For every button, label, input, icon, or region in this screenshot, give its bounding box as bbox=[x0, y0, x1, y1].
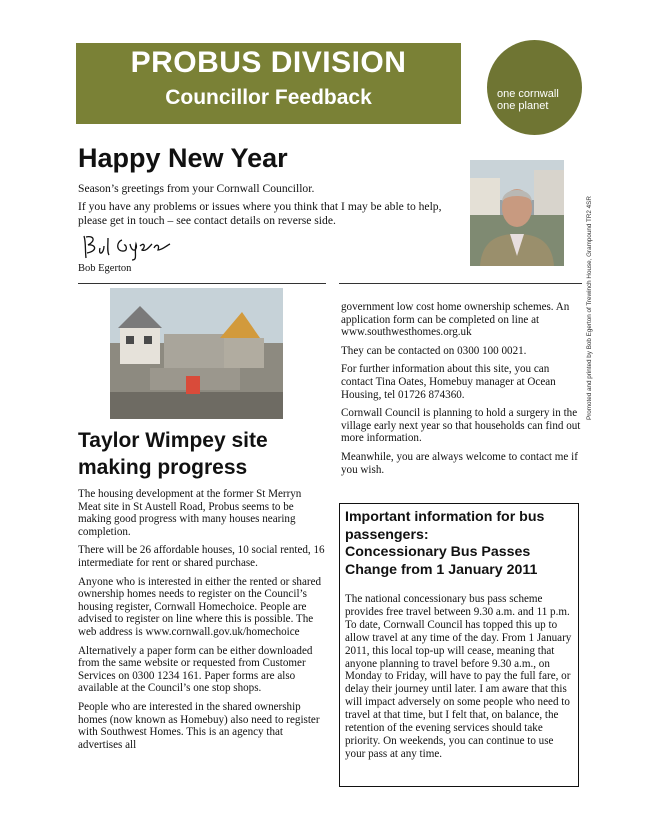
councillor-photo bbox=[470, 160, 564, 266]
article-paragraph: The housing development at the former St Merryn Meat site in St Austell Road, Probus seems to be making good progress with many houses nearing completion. bbox=[78, 488, 302, 538]
article-paragraph: There will be 26 affordable houses, 10 social rented, 16 intermediate for rent or shared purchase. bbox=[78, 544, 325, 569]
article-left-column bbox=[78, 488, 326, 757]
bus-pass-heading bbox=[345, 509, 575, 579]
greeting-paragraph: If you have any problems or issues where you think that I may be able to help, please get in touch – see contact details on reverse side. bbox=[78, 200, 442, 227]
housing-site-photo bbox=[110, 288, 283, 419]
bus-pass-body: The national concessionary bus pass scheme provides free travel between 9.30 a.m. and 11 p.m. To date, Cornwall Council has topped this up to allow travel at any time of the day. From 1 January 2011, this local top-up will cease, meaning that anyone planning to travel before 9.30 a.m., on Monday to Friday, will have to pay the full fare, or delay their journey until later. I am aware that this will impact adversely on some people who need to travel at that time, but I felt that, on balance, the retention of the evening services should take priority. On weekends, you can continue to use your pass at any time. bbox=[345, 593, 572, 760]
article-paragraph: government low cost home ownership schemes. An application form can be completed on line at www.southwesthomes.org.uk bbox=[341, 301, 570, 339]
header-subtitle: Councillor Feedback bbox=[165, 86, 372, 109]
signature-name: Bob Egerton bbox=[78, 263, 132, 274]
greeting-heading: Happy New Year bbox=[78, 143, 288, 173]
article-paragraph: Anyone who is interested in either the rented or shared ownership homes needs to register on the Council’s housing register, Cornwall Homechoice. People are advised to register on line where this is possible. The web address is www.cornwall.gov.uk/homechoice bbox=[78, 575, 322, 638]
article-paragraph: Alternatively a paper form can be either downloaded from the same website or requested from Customer Services on 0300 1234 161. Paper forms are also available at the Council’s one stop shops. bbox=[78, 644, 313, 695]
article-paragraph: For further information about this site, you can contact Tina Oates, Homebuy manager at Ocean Housing, tel 01726 874360. bbox=[341, 363, 556, 401]
bus-pass-heading-line: Concessionary Bus Passes Change from 1 January 2011 bbox=[345, 544, 538, 578]
logo-line-2: one planet bbox=[497, 100, 549, 112]
article-paragraph: People who are interested in the shared ownership homes (now known as Homebuy) also need to register with Southwest Homes. This is an agency that advertises all bbox=[78, 700, 320, 751]
bus-pass-heading-line: Important information for bus passengers: bbox=[345, 509, 545, 543]
article-paragraph: Meanwhile, you are always welcome to contact me if you wish. bbox=[341, 450, 578, 476]
header-title: PROBUS DIVISION bbox=[130, 46, 407, 79]
article-paragraph: Cornwall Council is planning to hold a surgery in the village early next year so that households can find out more information. bbox=[341, 407, 581, 445]
article-paragraph: They can be contacted on 0300 100 0021. bbox=[341, 344, 527, 357]
divider-right bbox=[339, 283, 582, 284]
logo-line-1: one cornwall bbox=[497, 88, 559, 100]
article-right-column bbox=[341, 301, 583, 482]
greeting-paragraph: Season’s greetings from your Cornwall Councillor. bbox=[78, 182, 315, 195]
divider-left bbox=[78, 283, 326, 284]
one-cornwall-logo bbox=[487, 40, 582, 135]
header-banner bbox=[76, 43, 461, 124]
article-heading: Taylor Wimpey site making progress bbox=[78, 429, 268, 479]
greeting-text bbox=[78, 182, 468, 232]
handwritten-signature bbox=[80, 232, 172, 262]
bus-pass-notice bbox=[339, 503, 579, 787]
imprint-note: Promoted and printed by Bob Egerton of Trewinch House, Grampound TR2 4SR bbox=[586, 196, 593, 420]
